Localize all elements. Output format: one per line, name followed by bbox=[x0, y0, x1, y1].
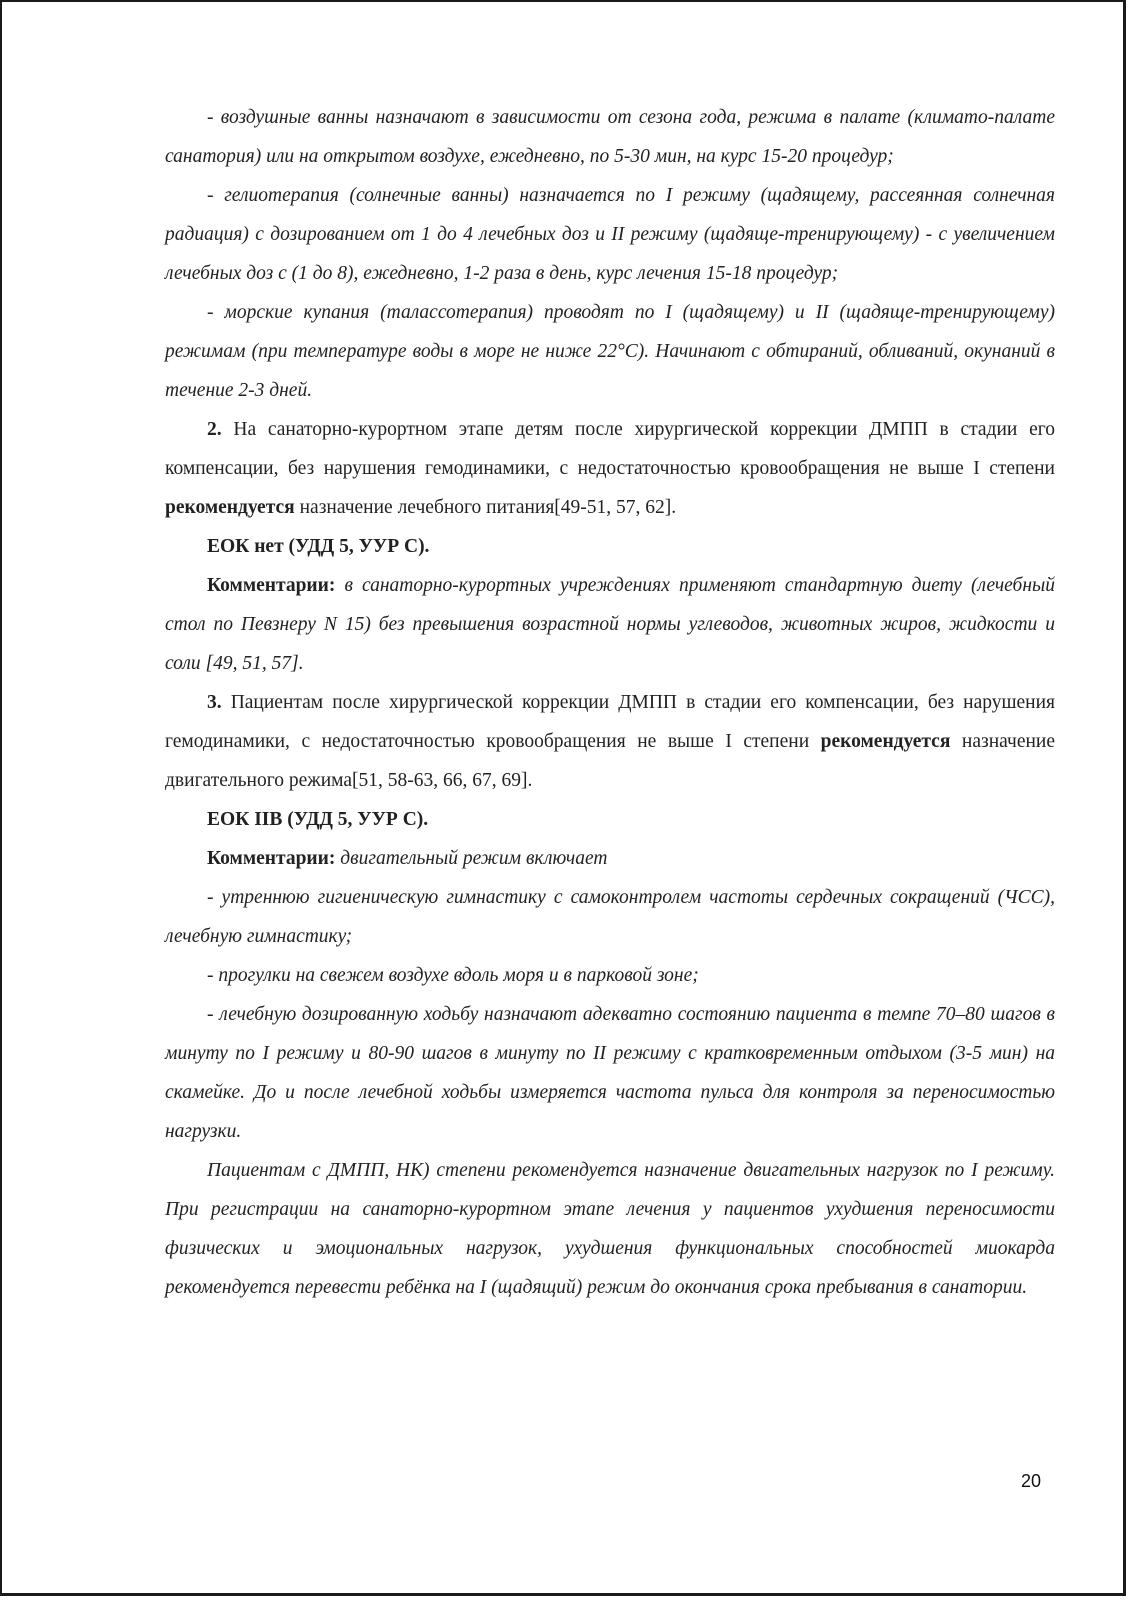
paragraph-walks: - прогулки на свежем воздухе вдоль моря и в парковой зоне; bbox=[207, 965, 699, 986]
recommendation-2 bbox=[165, 410, 1055, 527]
paragraph-motor-loads: Пациентам с ДМПП, НК) степени рекомендуется назначение двигательных нагрузок по I режиму. При регистрации на санаторно-курортном этапе лечения у пациентов ухудшения переносимости физических и эмоциональных нагрузок, ухудшения функциональных способностей миокарда рекомендуется перевести ребёнка на I (щадящий) режим до окончания срока пребывания в санатории. bbox=[165, 1160, 1055, 1298]
recommendation-text-end: назначение двигательного режима[51, 58-63, 66, 67, 69]. bbox=[165, 731, 1055, 791]
paragraph-heliotherapy: - гелиотерапия (солнечные ванны) назначается по I режиму (щадящему, рассеянная солнечная радиация) с дозированием от 1 до 4 лечебных доз и II режиму (щадяще-тренирующему) - с увеличением лечебных доз с (1 до 8), ежедневно, 1-2 раза в день, курс лечения 15-18 процедур; bbox=[165, 185, 1055, 284]
recommendation-text: На санаторно-курортном этапе детям после хирургической коррекции ДМПП в стадии его компенсации, без нарушения гемодинамики, с недостаточностью кровообращения не выше I степени bbox=[165, 419, 1055, 479]
paragraph-dosed-walking: - лечебную дозированную ходьбу назначают адекватно состоянию пациента в темпе 70–80 шагов в минуту по I режиму и 80-90 шагов в минуту по II режиму с кратковременным отдыхом (3-5 мин) на скамейке. До и после лечебной ходьбы измеряется частота пульса для контроля за переносимостью нагрузки. bbox=[165, 1004, 1055, 1142]
paragraph-morning-gymnastics: - утреннюю гигиеническую гимнастику с самоконтролем частоты сердечных сокращений (ЧСС), лечебную гимнастику; bbox=[165, 887, 1055, 947]
comment-text: в санаторно-курортных учреждениях применяют стандартную диету (лечебный стол по Певзнеру N 15) без превышения возрастной нормы углеводов, животных жиров, жидкости и соли [49, 51, 57]. bbox=[165, 575, 1055, 674]
document-body bbox=[165, 98, 1055, 1307]
comment-2 bbox=[165, 566, 1055, 683]
recommendation-keyword: рекомендуется bbox=[820, 731, 951, 752]
evidence-level-2: ЕОК нет (УДД 5, УУР С). bbox=[207, 536, 430, 557]
comment-label: Комментарии: bbox=[207, 575, 336, 596]
evidence-level-3: ЕОК IIB (УДД 5, УУР С). bbox=[207, 809, 429, 830]
comment-label: Комментарии: bbox=[207, 848, 336, 869]
recommendation-text-end: назначение лечебного питания[49-51, 57, 62]. bbox=[294, 497, 677, 518]
paragraph-air-baths: - воздушные ванны назначают в зависимости от сезона года, режима в палате (климато-палате санатория) или на открытом воздухе, ежедневно, по 5-30 мин, на курс 15-20 процедур; bbox=[165, 107, 1055, 167]
recommendation-keyword: рекомендуется bbox=[165, 497, 295, 518]
comment-text: двигательный режим включает bbox=[335, 848, 608, 869]
paragraph-sea-bathing: - морские купания (талассотерапия) проводят по I (щадящему) и II (щадяще-тренирующему) режимам (при температуре воды в море не ниже 22°C). Начинают с обтираний, обливаний, окунаний в течение 2-3 дней. bbox=[165, 302, 1055, 401]
recommendation-text: Пациентам после хирургической коррекции ДМПП в стадии его компенсации, без нарушения гемодинамики, с недостаточностью кровообращения не выше I степени bbox=[165, 692, 1055, 752]
comment-3 bbox=[165, 839, 1055, 878]
recommendation-number: 2. bbox=[207, 419, 222, 440]
recommendation-number: 3. bbox=[207, 692, 222, 713]
page-number: 20 bbox=[1021, 1471, 1042, 1491]
recommendation-3 bbox=[165, 683, 1055, 800]
